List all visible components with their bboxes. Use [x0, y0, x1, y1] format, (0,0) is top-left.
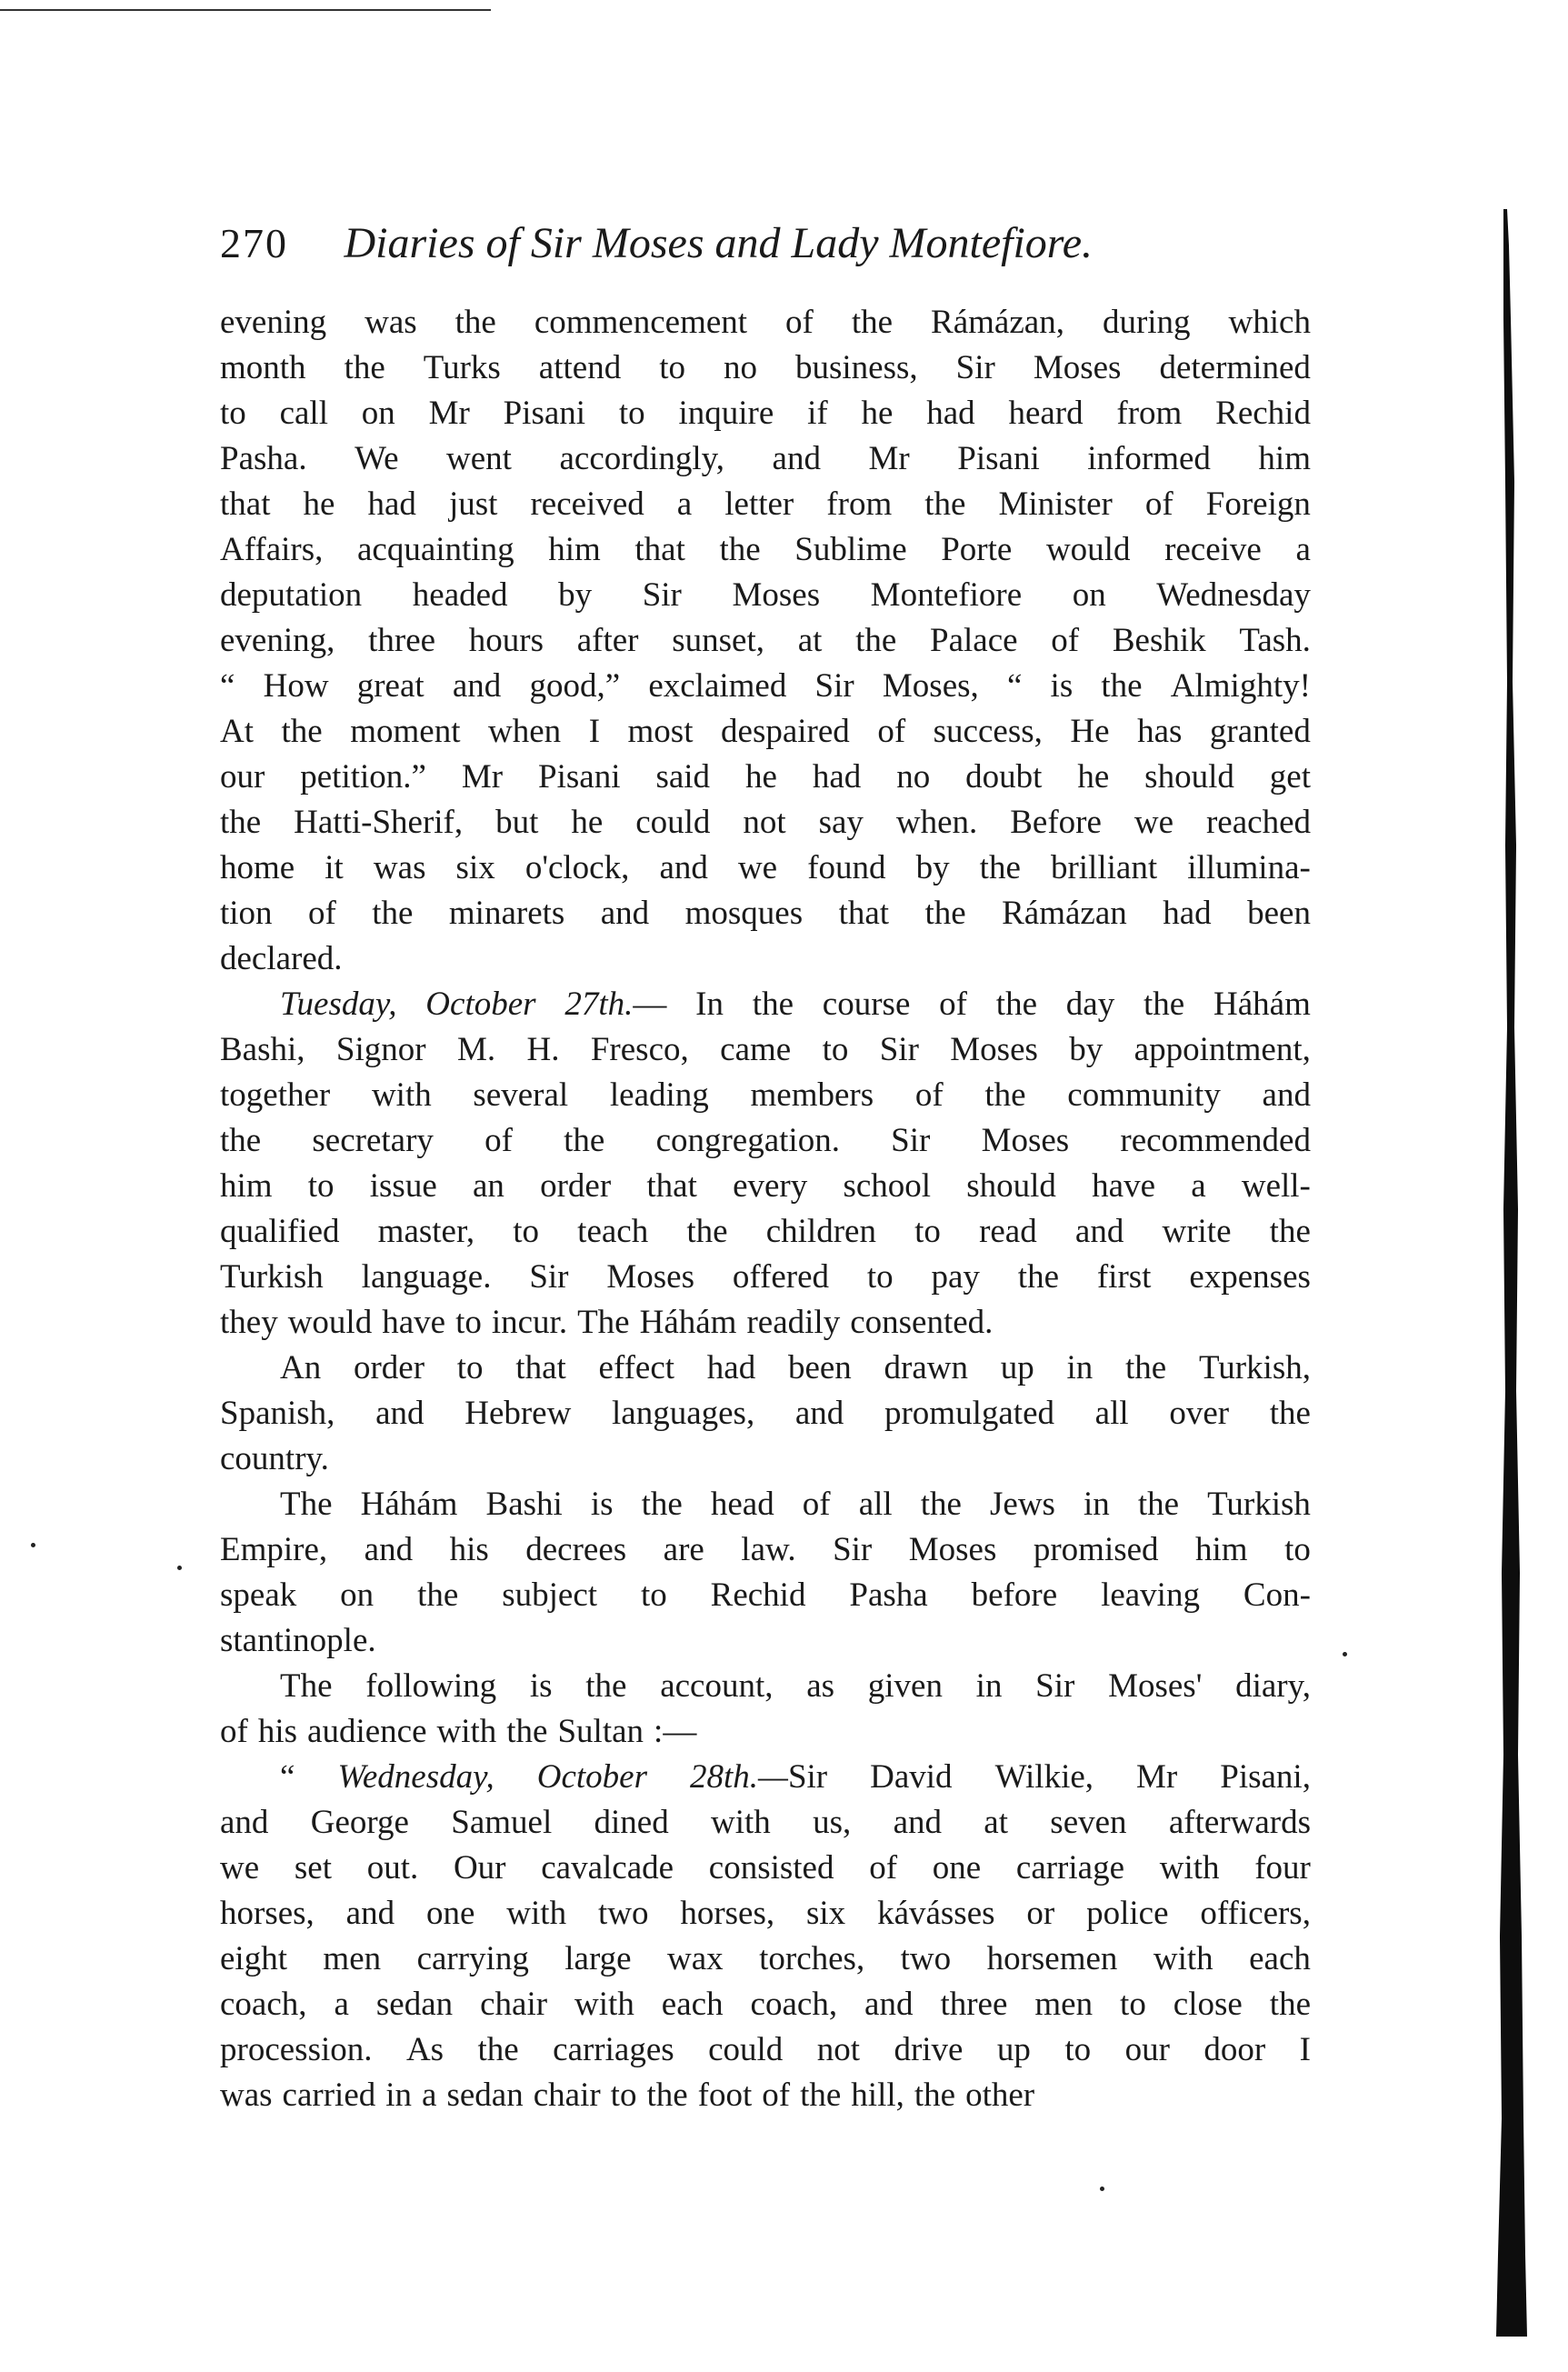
text-line: eight men carrying large wax torches, two horsemen with each: [220, 1940, 1311, 1977]
text-line: tion of the minarets and mosques that the Rámázan had been: [220, 895, 1311, 932]
text-line: him to issue an order that every school should have a well-: [220, 1167, 1311, 1205]
text-line: declared.: [220, 940, 343, 977]
text-line: deputation headed by Sir Moses Montefiore on Wednesday: [220, 576, 1311, 614]
text-line: Tuesday, October 27th.— In the course of the day the Háhám: [280, 986, 1311, 1023]
text-line: to call on Mr Pisani to inquire if he had heard from Rechid: [220, 395, 1311, 432]
page-header: [220, 218, 1311, 268]
text-line: Pasha. We went accordingly, and Mr Pisani informed him: [220, 440, 1311, 477]
text-line: the Hatti-Sherif, but he could not say when. Before we reached: [220, 804, 1311, 841]
text-line: home it was six o'clock, and we found by the brilliant illumina-: [220, 849, 1311, 886]
text-line: The following is the account, as given in Sir Moses' diary,: [280, 1667, 1311, 1705]
scan-speck: [1100, 2187, 1104, 2191]
text-line: qualified master, to teach the children to read and write the: [220, 1213, 1311, 1250]
text-line: country.: [220, 1440, 329, 1477]
text-line: the secretary of the congregation. Sir Moses recommended: [220, 1122, 1311, 1159]
text-line: together with several leading members of the community and: [220, 1076, 1311, 1114]
scan-speck: [31, 1543, 35, 1547]
text-line: “ How great and good,” exclaimed Sir Moses, “ is the Almighty!: [220, 667, 1311, 705]
text-line: they would have to incur. The Háhám readily consented.: [220, 1304, 994, 1341]
text-line: evening was the commencement of the Rámázan, during which: [220, 304, 1311, 341]
text-line: Empire, and his decrees are law. Sir Moses promised him to: [220, 1531, 1311, 1568]
text-line: and George Samuel dined with us, and at seven afterwards: [220, 1804, 1311, 1841]
text-line: of his audience with the Sultan :—: [220, 1713, 697, 1750]
top-rule: [0, 9, 491, 11]
text-line: our petition.” Mr Pisani said he had no doubt he should get: [220, 758, 1311, 796]
text-line: speak on the subject to Rechid Pasha before leaving Con-: [220, 1576, 1311, 1614]
text-line: The Háhám Bashi is the head of all the Jews in the Turkish: [280, 1486, 1311, 1523]
page-number: 270: [220, 220, 288, 266]
scan-speck: [1343, 1652, 1347, 1656]
text-line: At the moment when I most despaired of success, He has granted: [220, 713, 1311, 750]
text-line: “ Wednesday, October 28th.—Sir David Wilkie, Mr Pisani,: [280, 1758, 1311, 1796]
scan-speck: [177, 1566, 182, 1570]
text-line: Affairs, acquainting him that the Sublime Porte would receive a: [220, 531, 1311, 568]
body-text: [220, 300, 1311, 2118]
text-line: coach, a sedan chair with each coach, and three men to close the: [220, 1986, 1311, 2023]
text-line: evening, three hours after sunset, at the Palace of Beshik Tash.: [220, 622, 1311, 659]
text-line: Bashi, Signor M. H. Fresco, came to Sir Moses by appointment,: [220, 1031, 1311, 1068]
text-line: was carried in a sedan chair to the foot of the hill, the other: [220, 2077, 1035, 2114]
text-line: month the Turks attend to no business, Sir Moses determined: [220, 349, 1311, 386]
text-line: An order to that effect had been drawn up in the Turkish,: [280, 1349, 1311, 1386]
text-line: procession. As the carriages could not drive up to our door I: [220, 2031, 1311, 2068]
binding-shadow: [1483, 209, 1527, 2337]
running-title: Diaries of Sir Moses and Lady Montefiore.: [344, 219, 1093, 267]
text-line: we set out. Our cavalcade consisted of one carriage with four: [220, 1849, 1311, 1887]
text-line: Spanish, and Hebrew languages, and promulgated all over the: [220, 1395, 1311, 1432]
text-line: Turkish language. Sir Moses offered to pay the first expenses: [220, 1258, 1311, 1296]
text-line: that he had just received a letter from the Minister of Foreign: [220, 485, 1311, 523]
text-line: horses, and one with two horses, six kávásses or police officers,: [220, 1895, 1311, 1932]
text-line: stantinople.: [220, 1622, 376, 1659]
